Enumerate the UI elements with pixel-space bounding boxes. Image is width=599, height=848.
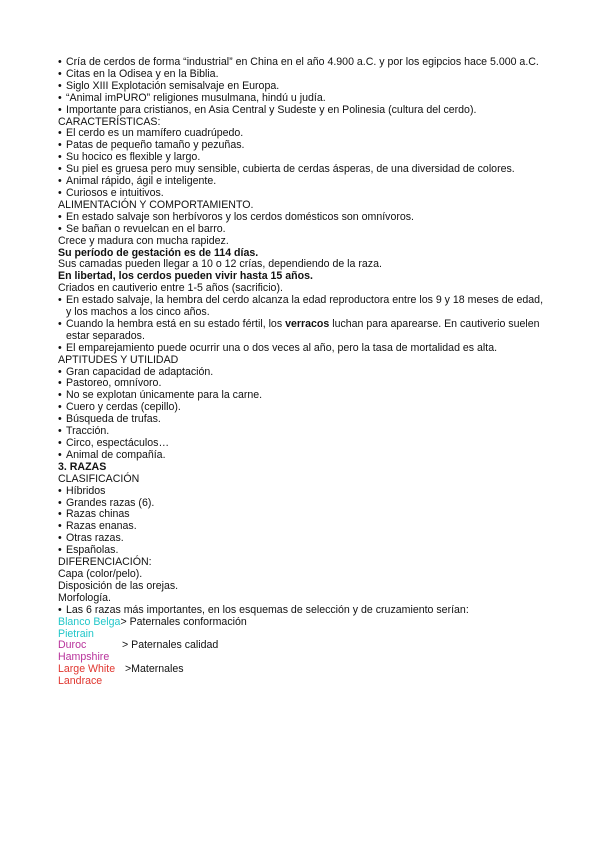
bullet-icon: • — [58, 603, 62, 616]
list-item: • El cerdo es un mamífero cuadrúpedo. — [58, 127, 244, 140]
breed-row — [58, 617, 548, 629]
bullet-icon: • — [58, 127, 62, 140]
bullet-icon: • — [58, 365, 62, 378]
list-item: • Razas chinas — [58, 508, 130, 521]
list-item: • “Animal imPURO” religiones musulmana, hindú u judía. — [58, 91, 326, 104]
bullet-icon: • — [58, 341, 62, 354]
breed-landrace: Landrace — [58, 675, 103, 688]
bullet-icon: • — [58, 413, 62, 426]
bullet-icon: • — [58, 496, 62, 509]
breeds-block — [58, 617, 548, 688]
list-item: • Híbridos — [58, 484, 106, 497]
list-item: • Se bañan o revuelcan en el barro. — [58, 222, 226, 235]
list-item: • Animal rápido, ágil e inteligente. — [58, 175, 217, 188]
bullet-icon: • — [58, 448, 62, 461]
section-heading-aptitudes: APTITUDES Y UTILIDAD — [58, 353, 179, 366]
bold-statement: En libertad, los cerdos pueden vivir hasta 15 años. — [58, 270, 313, 283]
list-item: • Citas en la Odisea y en la Biblia. — [58, 67, 219, 80]
bullet-icon: • — [58, 389, 62, 402]
paragraph-line: Capa (color/pelo). — [58, 567, 143, 580]
subheading-clasificacion: CLASIFICACIÓN — [58, 472, 140, 485]
bullet-icon: • — [58, 317, 62, 330]
subheading-diferenciacion: DIFERENCIACIÓN: — [58, 556, 152, 569]
list-item: • Cuero y cerdas (cepillo). — [58, 401, 181, 414]
bullet-icon: • — [58, 210, 62, 223]
bullet-icon: • — [58, 425, 62, 438]
list-item: • Otras razas. — [58, 532, 124, 545]
list-item: • Españolas. — [58, 544, 119, 557]
emphasis-verracos: verracos — [285, 317, 330, 330]
bullet-icon: • — [58, 532, 62, 545]
breed-blanco-belga: Blanco Belga — [58, 615, 121, 628]
list-item: • Cuando la hembra está en su estado fértil, los verracos luchan para aparearse. En cautiverio suelen estar separados. — [58, 317, 540, 342]
list-item: • En estado salvaje son herbívoros y los cerdos domésticos son omnívoros. — [58, 210, 415, 223]
paragraph-line: Criados en cautiverio entre 1-5 años (sacrificio). — [58, 282, 283, 295]
bullet-icon: • — [58, 175, 62, 188]
alimentacion-list — [58, 212, 548, 236]
list-item: • Las 6 razas más importantes, en los esquemas de selección y de cruzamiento serían: — [58, 603, 469, 616]
list-item: • En estado salvaje, la hembra del cerdo alcanza la edad reproductora entre los 9 y 18 meses de edad, y los machos a los cinco años. — [58, 294, 544, 319]
list-item: • Tracción. — [58, 425, 110, 438]
bullet-icon: • — [58, 484, 62, 497]
list-item: • Animal de compañía. — [58, 448, 166, 461]
bullet-icon: • — [58, 222, 62, 235]
bullet-icon: • — [58, 520, 62, 533]
list-item: • Circo, espectáculos… — [58, 437, 170, 449]
breed-large-white: Large White — [58, 663, 116, 676]
bullet-icon: • — [58, 186, 62, 199]
list-item: • Curiosos e intuitivos. — [58, 186, 164, 199]
reproduccion-list — [58, 295, 548, 355]
paragraph-line: Morfología. — [58, 591, 111, 604]
list-item: • Búsqueda de trufas. — [58, 413, 161, 426]
document-body — [58, 57, 548, 688]
bullet-icon: • — [58, 544, 62, 557]
list-item: • Su piel es gruesa pero muy sensible, cubierta de cerdas ásperas, de una diversidad de colores. — [58, 163, 515, 176]
bullet-icon: • — [58, 377, 62, 390]
bullet-icon: • — [58, 294, 62, 307]
paragraph-line: Sus camadas pueden llegar a 10 o 12 crías, dependiendo de la raza. — [58, 258, 382, 271]
razas-list — [58, 486, 548, 557]
list-item: • Grandes razas (6). — [58, 496, 155, 509]
bullet-icon: • — [58, 508, 62, 521]
section-heading-caracteristicas: CARACTERÍSTICAS: — [58, 115, 161, 128]
bullet-icon: • — [58, 103, 62, 116]
bullet-icon: • — [58, 401, 62, 414]
paragraph-line: Disposición de las orejas. — [58, 579, 179, 592]
list-item: • Su hocico es flexible y largo. — [58, 151, 201, 164]
bullet-icon: • — [58, 151, 62, 164]
list-item: • Cría de cerdos de forma “industrial” en China en el año 4.900 a.C. y por los egipcios hace 5.000 a.C. — [58, 56, 539, 68]
list-item: • El emparejamiento puede ocurrir una o dos veces al año, pero la tasa de mortalidad es alta. — [58, 341, 498, 354]
list-item: • Importante para cristianos, en Asia Central y Sudeste y en Polinesia (cultura del cerdo). — [58, 103, 477, 116]
bullet-icon: • — [58, 67, 62, 80]
section-heading-alimentacion: ALIMENTACIÓN Y COMPORTAMIENTO. — [58, 198, 254, 211]
breed-hampshire: Hampshire — [58, 651, 110, 664]
intro-list — [58, 57, 548, 117]
breed-note-conformacion: > Paternales conformación — [120, 615, 247, 628]
list-item: • Pastoreo, omnívoro. — [58, 377, 162, 390]
bullet-icon: • — [58, 91, 62, 104]
bullet-icon: • — [58, 79, 62, 92]
breed-row — [58, 664, 548, 676]
aptitudes-list — [58, 367, 548, 462]
list-item: • Patas de pequeño tamaño y pezuñas. — [58, 139, 245, 152]
bullet-icon: • — [58, 163, 62, 176]
bullet-icon: • — [58, 139, 62, 152]
breed-row — [58, 676, 548, 688]
bold-statement: Su período de gestación es de 114 días. — [58, 246, 259, 259]
bullet-icon: • — [58, 56, 62, 68]
list-item: • Razas enanas. — [58, 520, 137, 533]
caracteristicas-list — [58, 128, 548, 199]
list-item: • Siglo XIII Explotación semisalvaje en Europa. — [58, 79, 280, 92]
breed-note-calidad: > Paternales calidad — [122, 639, 219, 652]
breed-duroc: Duroc — [58, 639, 87, 652]
breed-pietrain: Pietrain — [58, 627, 94, 640]
breed-row — [58, 640, 548, 652]
section-heading-razas: 3. RAZAS — [58, 460, 107, 473]
list-item: • Gran capacidad de adaptación. — [58, 365, 214, 378]
breed-note-maternales: >Maternales — [125, 663, 184, 676]
bullet-icon: • — [58, 437, 62, 449]
paragraph-line: Crece y madura con mucha rapidez. — [58, 234, 229, 247]
list-item: • No se explotan únicamente para la carne. — [58, 389, 263, 402]
